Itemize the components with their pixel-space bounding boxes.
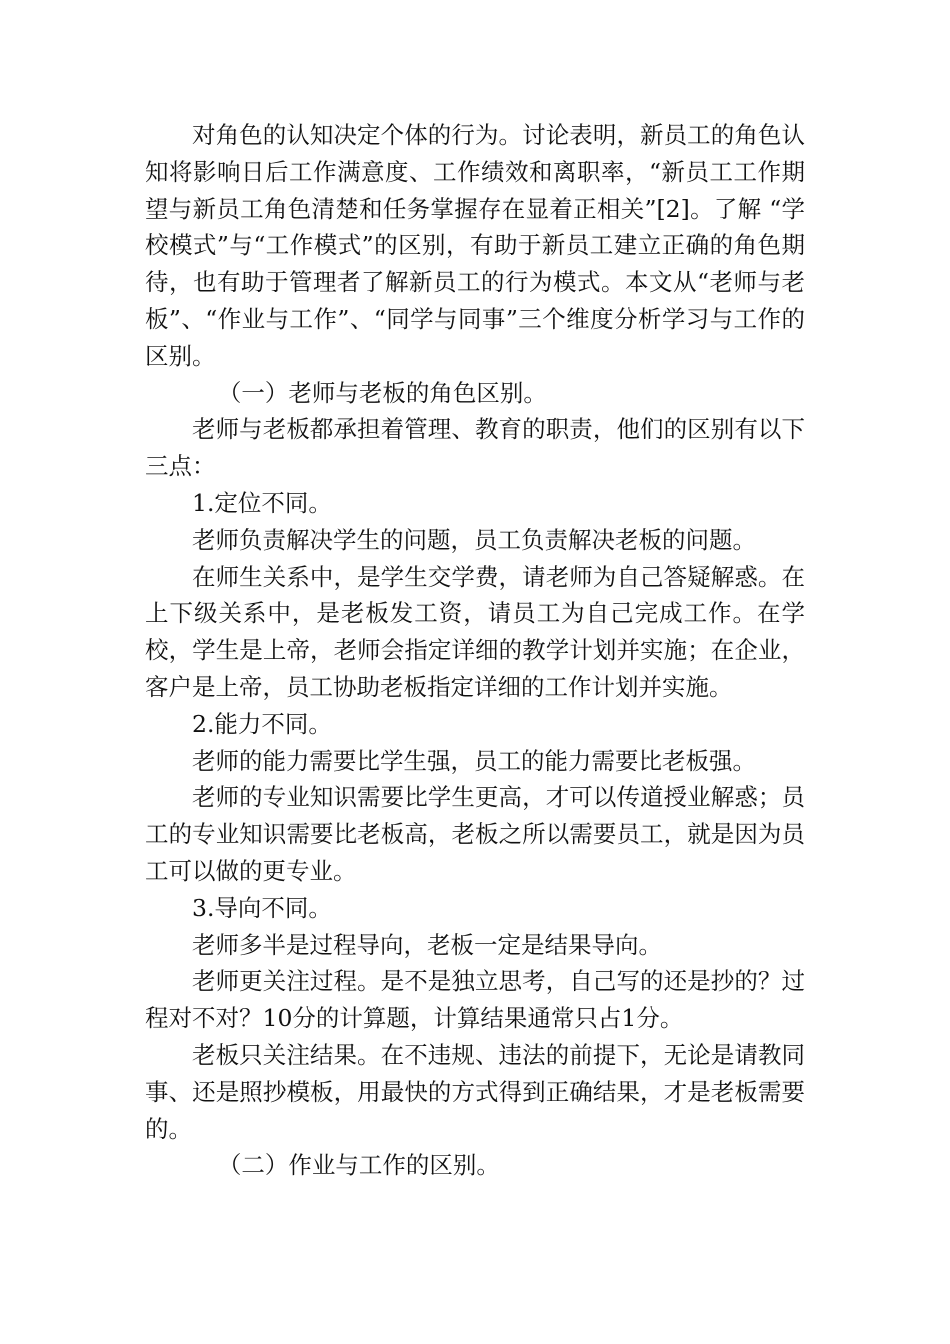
paragraph-positioning-detail: 在师生关系中，是学生交学费，请老师为自己答疑解惑。在上下级关系中，是老板发工资，请员工为自己完成工作。在学校，学生是上帝，老师会指定详细的教学计划并实施；在企业，客户是上帝，员工协助老板指定详细的工作计划并实施。: [145, 562, 805, 701]
section-heading-homework-work: （二）作业与工作的区别。: [217, 1151, 500, 1180]
subheading-ability: 2.能力不同。: [192, 709, 332, 738]
paragraph-orientation-summary: 老师多半是过程导向，老板一定是结果导向。: [192, 930, 662, 959]
subheading-positioning: 1.定位不同。: [192, 488, 332, 517]
paragraph-ability-summary: 老师的能力需要比学生强，员工的能力需要比老板强。: [192, 746, 756, 775]
paragraph-role-cognition: 对角色的认知决定个体的行为。讨论表明，新员工的角色认知将影响日后工作满意度、工作绩效和离职率，“新员工工作期望与新员工角色清楚和任务掌握存在显着正相关”[2]。了解 “学校模式”与“工作模式”的区别，有助于新员工建立正确的角色期待，也有助于管理者了解新员工的行为模式。本文从“老师与老板”、“作业与工作”、“同学与同事”三个维度分析学习与工作的区别。: [145, 121, 805, 370]
section-heading-teacher-boss: （一）老师与老板的角色区别。: [217, 378, 547, 407]
document-body: [145, 117, 805, 1184]
paragraph-ability-detail: 老师的专业知识需要比学生更高，才可以传道授业解惑；员工的专业知识需要比老板高，老板之所以需要员工，就是因为员工可以做的更专业。: [145, 783, 805, 885]
paragraph-intro-differences: 老师与老板都承担着管理、教育的职责，他们的区别有以下三点：: [145, 415, 805, 481]
paragraph-teacher-process: 老师更关注过程。是不是独立思考，自己写的还是抄的？过程对不对？10分的计算题，计算结果通常只占1分。: [145, 967, 805, 1033]
paragraph-positioning-summary: 老师负责解决学生的问题，员工负责解决老板的问题。: [192, 525, 756, 554]
paragraph-boss-results: 老板只关注结果。在不违规、违法的前提下，无论是请教同事、还是照抄模板，用最快的方式得到正确结果，才是老板需要的。: [145, 1040, 805, 1143]
subheading-orientation: 3.导向不同。: [192, 893, 332, 922]
